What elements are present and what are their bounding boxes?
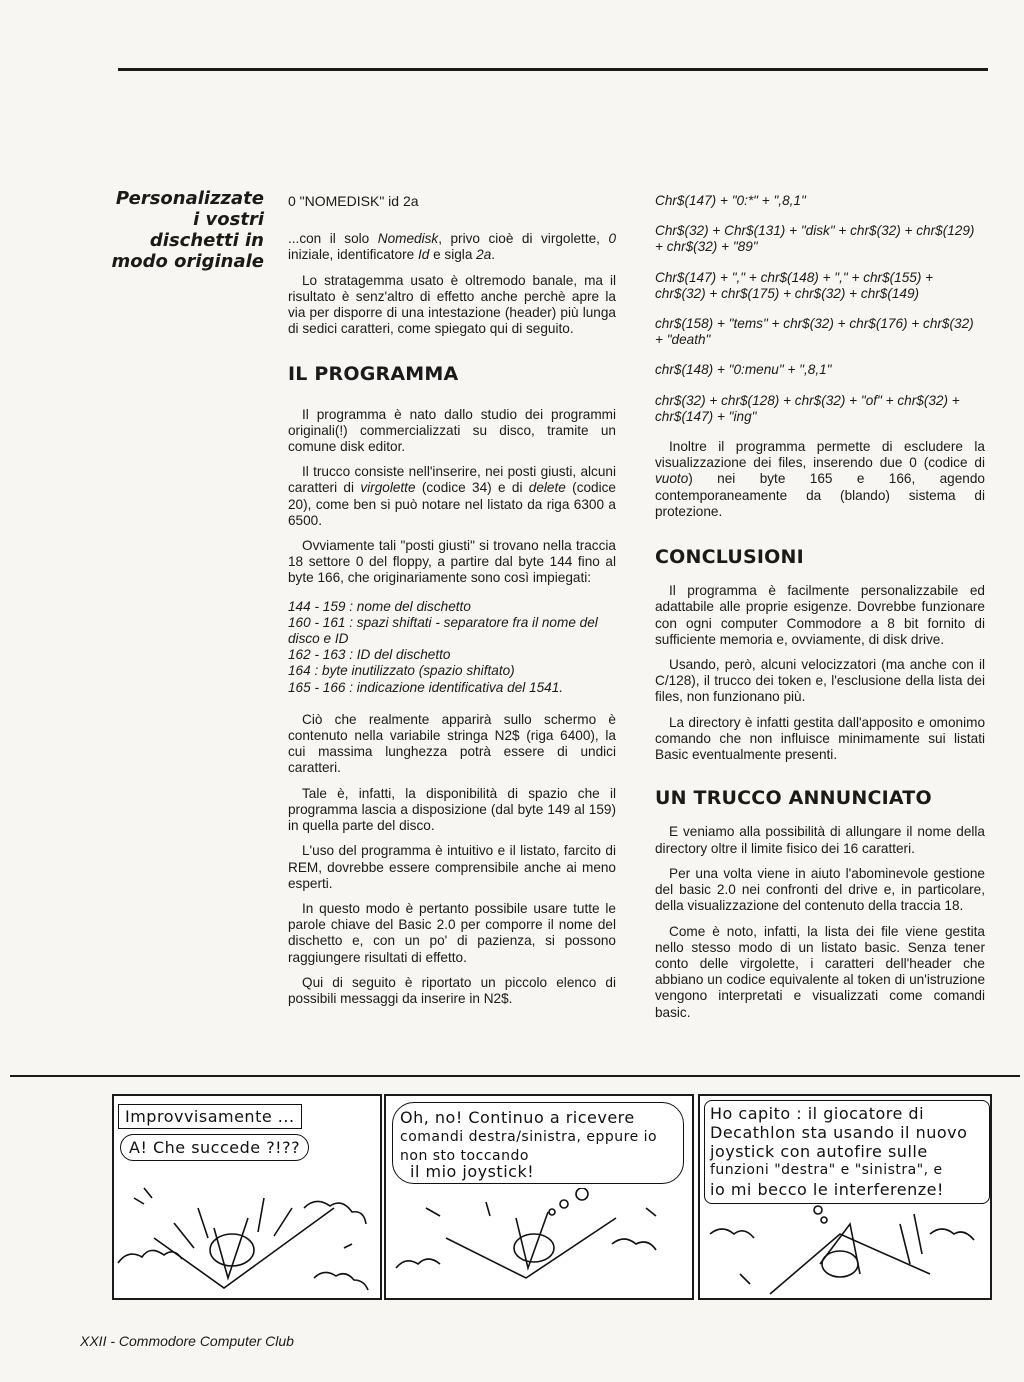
paragraph: Ovviamente tali "posti giusti" si trovano nella traccia 18 settore 0 del floppy, a partire dal byte 144 fino al byte 166, che originariamente sono così impiegati: — [288, 538, 616, 586]
speech-balloon-line: Ho capito : il giocatore di — [710, 1104, 925, 1123]
section-heading: UN TRUCCO ANNUNCIATO — [655, 787, 932, 810]
top-rule — [118, 68, 988, 71]
paragraph: Ciò che realmente apparirà sullo schermo è contenuto nella variabile stringa N2$ (riga 6400), la cui massima lunghezza potrà essere di undici caratteri. — [288, 711, 616, 776]
article-column-left — [288, 193, 616, 1016]
speech-balloon-line: funzioni "destra" e "sinistra", e — [710, 1162, 943, 1178]
paragraph: Inoltre il programma permette di escludere la visualizzazione dei files, inserendo due 0 (codice di vuoto) nei byte 165 e 166, agendo contemporaneamente da (blando) sistema di protezione. — [655, 439, 985, 519]
comic-panel-2 — [384, 1094, 694, 1300]
jet-plane-illustration — [386, 1188, 692, 1298]
section-heading: IL PROGRAMMA — [288, 363, 459, 386]
list-item: 164 : byte inutilizzato (spazio shiftato) — [288, 663, 515, 679]
byte-list — [288, 599, 616, 696]
comic-panel-1 — [112, 1094, 382, 1300]
paragraph: Il programma è nato dallo studio dei programmi originali(!) commercializzati su disco, tramite un comune disk editor. — [288, 406, 616, 455]
speech-balloon-line: joystick con autofire sulle — [710, 1142, 928, 1161]
paragraph: Il programma è facilmente personalizzabile ed adattabile alle proprie esigenze. Dovrebbe funzionare con ogni computer Commodore a 8 bit fornito di sufficiente memoria e, ovviamente, di disk drive. — [655, 583, 985, 647]
jet-plane-illustration — [700, 1204, 990, 1300]
speech-balloon-line: Oh, no! Continuo a ricevere — [400, 1108, 635, 1127]
paragraph: E veniamo alla possibilità di allungare il nome della directory oltre il limite fisico dei 16 caratteri. — [655, 824, 985, 856]
list-item: 162 - 163 : ID del dischetto — [288, 647, 451, 663]
jet-plane-illustration — [114, 1168, 380, 1298]
paragraph: L'uso del programma è intuitivo e il listato, farcito di REM, dovrebbe essere comprensibile anche ai meno esperti. — [288, 843, 616, 891]
bottom-rule — [10, 1075, 1020, 1077]
speech-balloon-line: il mio joystick! — [410, 1162, 535, 1181]
speech-balloon-line: io mi becco le interferenze! — [710, 1180, 944, 1199]
code-line: chr$(148) + "0:menu" + ",8,1" — [655, 362, 832, 378]
code-line: Chr$(147) + "0:*" + ",8,1" — [655, 193, 806, 208]
paragraph: Lo stratagemma usato è oltremodo banale, ma il risultato è senz'altro di effetto anche perchè apre la via per disporre di una intestazione (header) più lunga di sedici caratteri, come spiegato qui di seguito. — [288, 272, 616, 337]
paragraph: Usando, però, alcuni velocizzatori (ma anche con il C/128), il trucco dei token e, l'esclusione della lista dei files, non funzionano più. — [655, 657, 985, 705]
page-footer: XXII - Commodore Computer Club — [80, 1333, 294, 1349]
speech-balloon: A! Che succede ?!?? — [120, 1134, 309, 1161]
section-heading: CONCLUSIONI — [655, 546, 804, 569]
list-item: 144 - 159 : nome del dischetto — [288, 598, 471, 614]
paragraph: Per una volta viene in aiuto l'abominevole gestione del basic 2.0 nei confronti del drive e, in particolare, della visualizzazione del contenuto della traccia 18. — [655, 865, 985, 914]
code-line: chr$(32) + chr$(128) + chr$(32) + "of" + chr$(32) + chr$(147) + "ing" — [655, 392, 960, 424]
paragraph: ...con il solo Nomedisk, privo cioè di virgolette, 0 iniziale, identificatore Id e sigla 2a. — [288, 231, 617, 263]
intro-line: 0 "NOMEDISK" id 2a — [288, 193, 419, 209]
speech-balloon-line: Decathlon sta usando il nuovo — [710, 1123, 968, 1142]
paragraph: Qui di seguito è riportato un piccolo elenco di possibili messaggi da inserire in N2$. — [288, 974, 616, 1006]
comic-caption: Improvvisamente ... — [118, 1104, 302, 1129]
code-line: Chr$(147) + "," + chr$(148) + "," + chr$(155) + chr$(32) + chr$(175) + chr$(32) + chr$(149) — [655, 269, 934, 301]
speech-balloon-line: comandi destra/sinistra, eppure io non sto toccando — [400, 1129, 658, 1164]
code-examples — [655, 193, 985, 425]
article-sidebar-title: Personalizzate i vostri dischetti in modo originale — [111, 188, 264, 272]
comic-panel-3 — [698, 1094, 992, 1300]
paragraph: Tale è, infatti, la disponibilità di spazio che il programma lascia a disposizione (dal byte 149 al 159) in quella parte del disco. — [288, 785, 616, 834]
list-item: 165 - 166 : indicazione identificativa del 1541. — [288, 679, 564, 695]
comic-strip — [112, 1094, 992, 1300]
paragraph: In questo modo è pertanto possibile usare tutte le parole chiave del Basic 2.0 per comporre il nome del dischetto e, con un po' di pazienza, si possono raggiungere risultati di effetto. — [288, 900, 616, 965]
article-column-right — [655, 193, 985, 1030]
paragraph: Il trucco consiste nell'inserire, nei posti giusti, alcuni caratteri di virgolette (codice 34) e di delete (codice 20), come ben si può notare nel listato da riga 6300 a 6500. — [288, 464, 616, 528]
paragraph: La directory è infatti gestita dall'apposito e omonimo comando che non influisce minimamente sui listati Basic eventualmente presenti. — [655, 714, 985, 763]
list-item: 160 - 161 : spazi shiftati - separatore fra il nome del disco e ID — [288, 614, 598, 647]
code-line: Chr$(32) + Chr$(131) + "disk" + chr$(32) + chr$(129) + chr$(32) + "89" — [655, 223, 975, 255]
paragraph: Come è noto, infatti, la lista dei file viene gestita nello stesso modo di un listato basic. Senza tener conto delle virgolette, i caratteri dell'header che abbiano un codice equivalente al token di un'istruzione vengono interpretati e visualizzati come comandi basic. — [655, 923, 985, 1020]
code-line: chr$(158) + "tems" + chr$(32) + chr$(176) + chr$(32) + "death" — [655, 316, 974, 348]
